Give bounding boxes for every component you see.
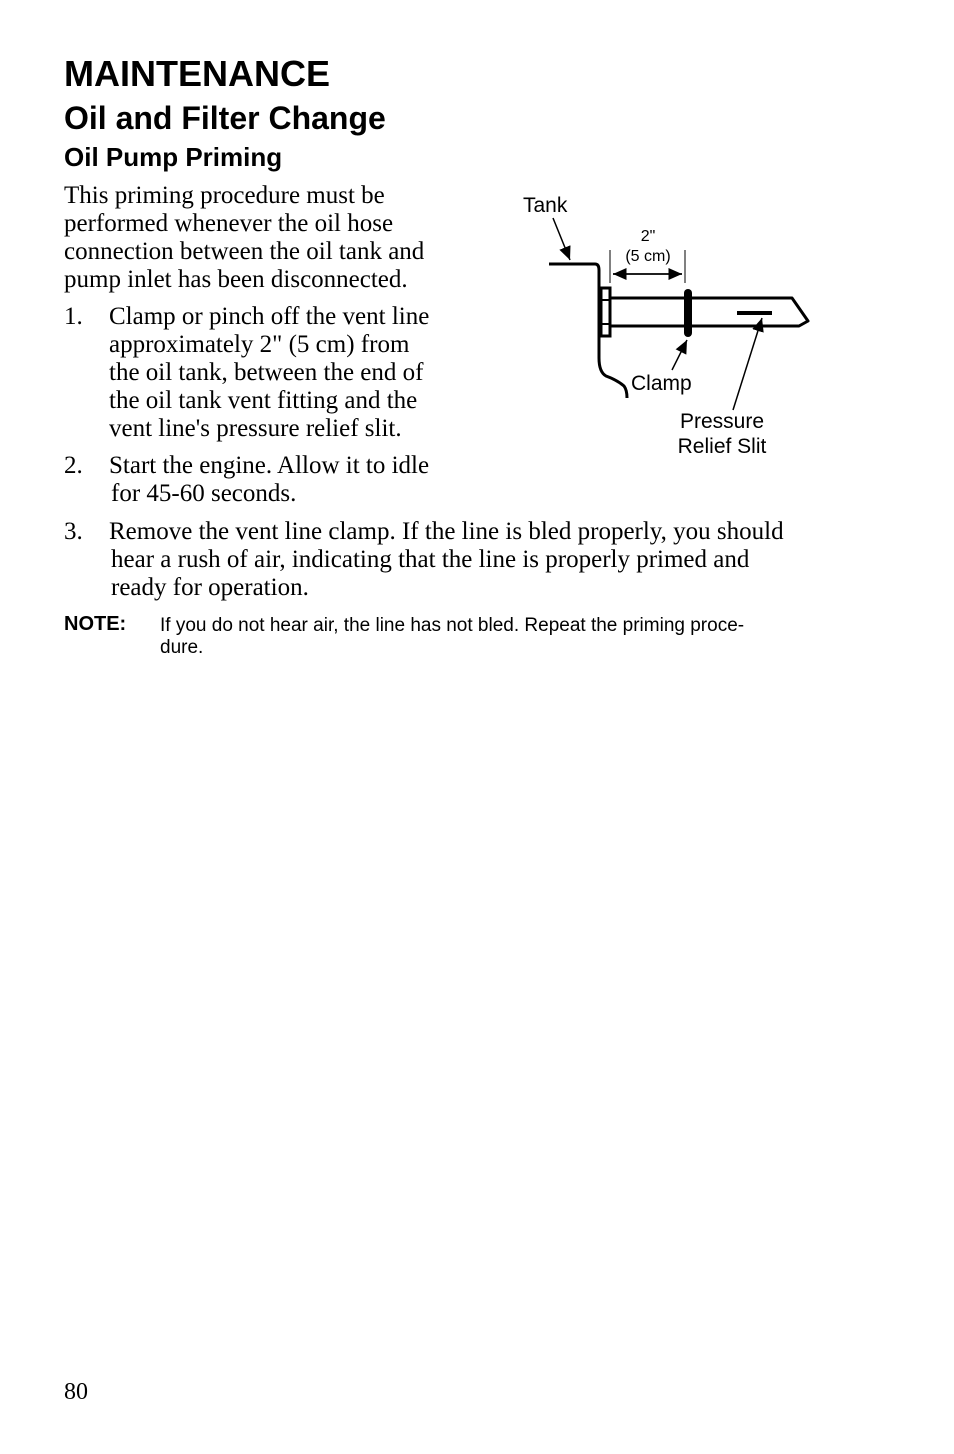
- page-number: 80: [64, 1379, 88, 1405]
- section-title: MAINTENANCE: [64, 53, 330, 94]
- step-number: 1.: [64, 303, 83, 330]
- step-line: the oil tank vent fitting and the: [109, 387, 418, 414]
- clamp-leader: [672, 340, 687, 370]
- slit-label-line2: Relief Slit: [677, 435, 767, 458]
- intro-line: This priming procedure must be: [64, 182, 385, 209]
- page-title: Oil and Filter Change: [64, 100, 386, 136]
- step-line: hear a rush of air, indicating that the line is properly primed and: [111, 546, 750, 573]
- step-text: [109, 303, 429, 443]
- step-line: the oil tank, between the end of: [109, 359, 424, 386]
- slit-leader: [733, 318, 762, 410]
- step-number: 2.: [64, 452, 83, 479]
- note-line: dure.: [160, 637, 204, 658]
- subsection-title: Oil Pump Priming: [64, 142, 283, 172]
- vent-fitting: [601, 288, 610, 336]
- step-line: Start the engine. Allow it to idle: [109, 452, 430, 479]
- step-line: for 45-60 seconds.: [111, 480, 297, 507]
- note-line: If you do not hear air, the line has not bled. Repeat the priming proce-: [160, 615, 745, 636]
- note-label: NOTE:: [64, 613, 127, 635]
- step-text: [109, 452, 429, 508]
- step-line: vent line's pressure relief slit.: [109, 415, 402, 442]
- tank-label: Tank: [523, 194, 568, 217]
- vent-line-diagram: [500, 180, 830, 480]
- step-line: approximately 2" (5 cm) from: [109, 331, 410, 358]
- vent-line: [610, 298, 808, 326]
- step-number: 3.: [64, 518, 83, 545]
- tank-leader: [553, 218, 570, 260]
- step-text: [109, 518, 889, 602]
- dimension-cm: (5 cm): [625, 248, 671, 265]
- tank-wall: [549, 264, 627, 398]
- intro-line: connection between the oil tank and: [64, 238, 425, 265]
- note-text: [160, 615, 860, 659]
- step-line: Remove the vent line clamp. If the line is bled properly, you should: [109, 518, 784, 545]
- intro-line: performed whenever the oil hose: [64, 210, 394, 237]
- clamp-label: Clamp: [631, 372, 692, 395]
- slit-label-line1: Pressure: [679, 410, 765, 433]
- step-line: Clamp or pinch off the vent line: [109, 303, 430, 330]
- step-line: ready for operation.: [111, 574, 309, 601]
- intro-paragraph: [64, 182, 464, 294]
- intro-line: pump inlet has been disconnected.: [64, 266, 408, 293]
- dimension-inches: 2": [640, 228, 656, 245]
